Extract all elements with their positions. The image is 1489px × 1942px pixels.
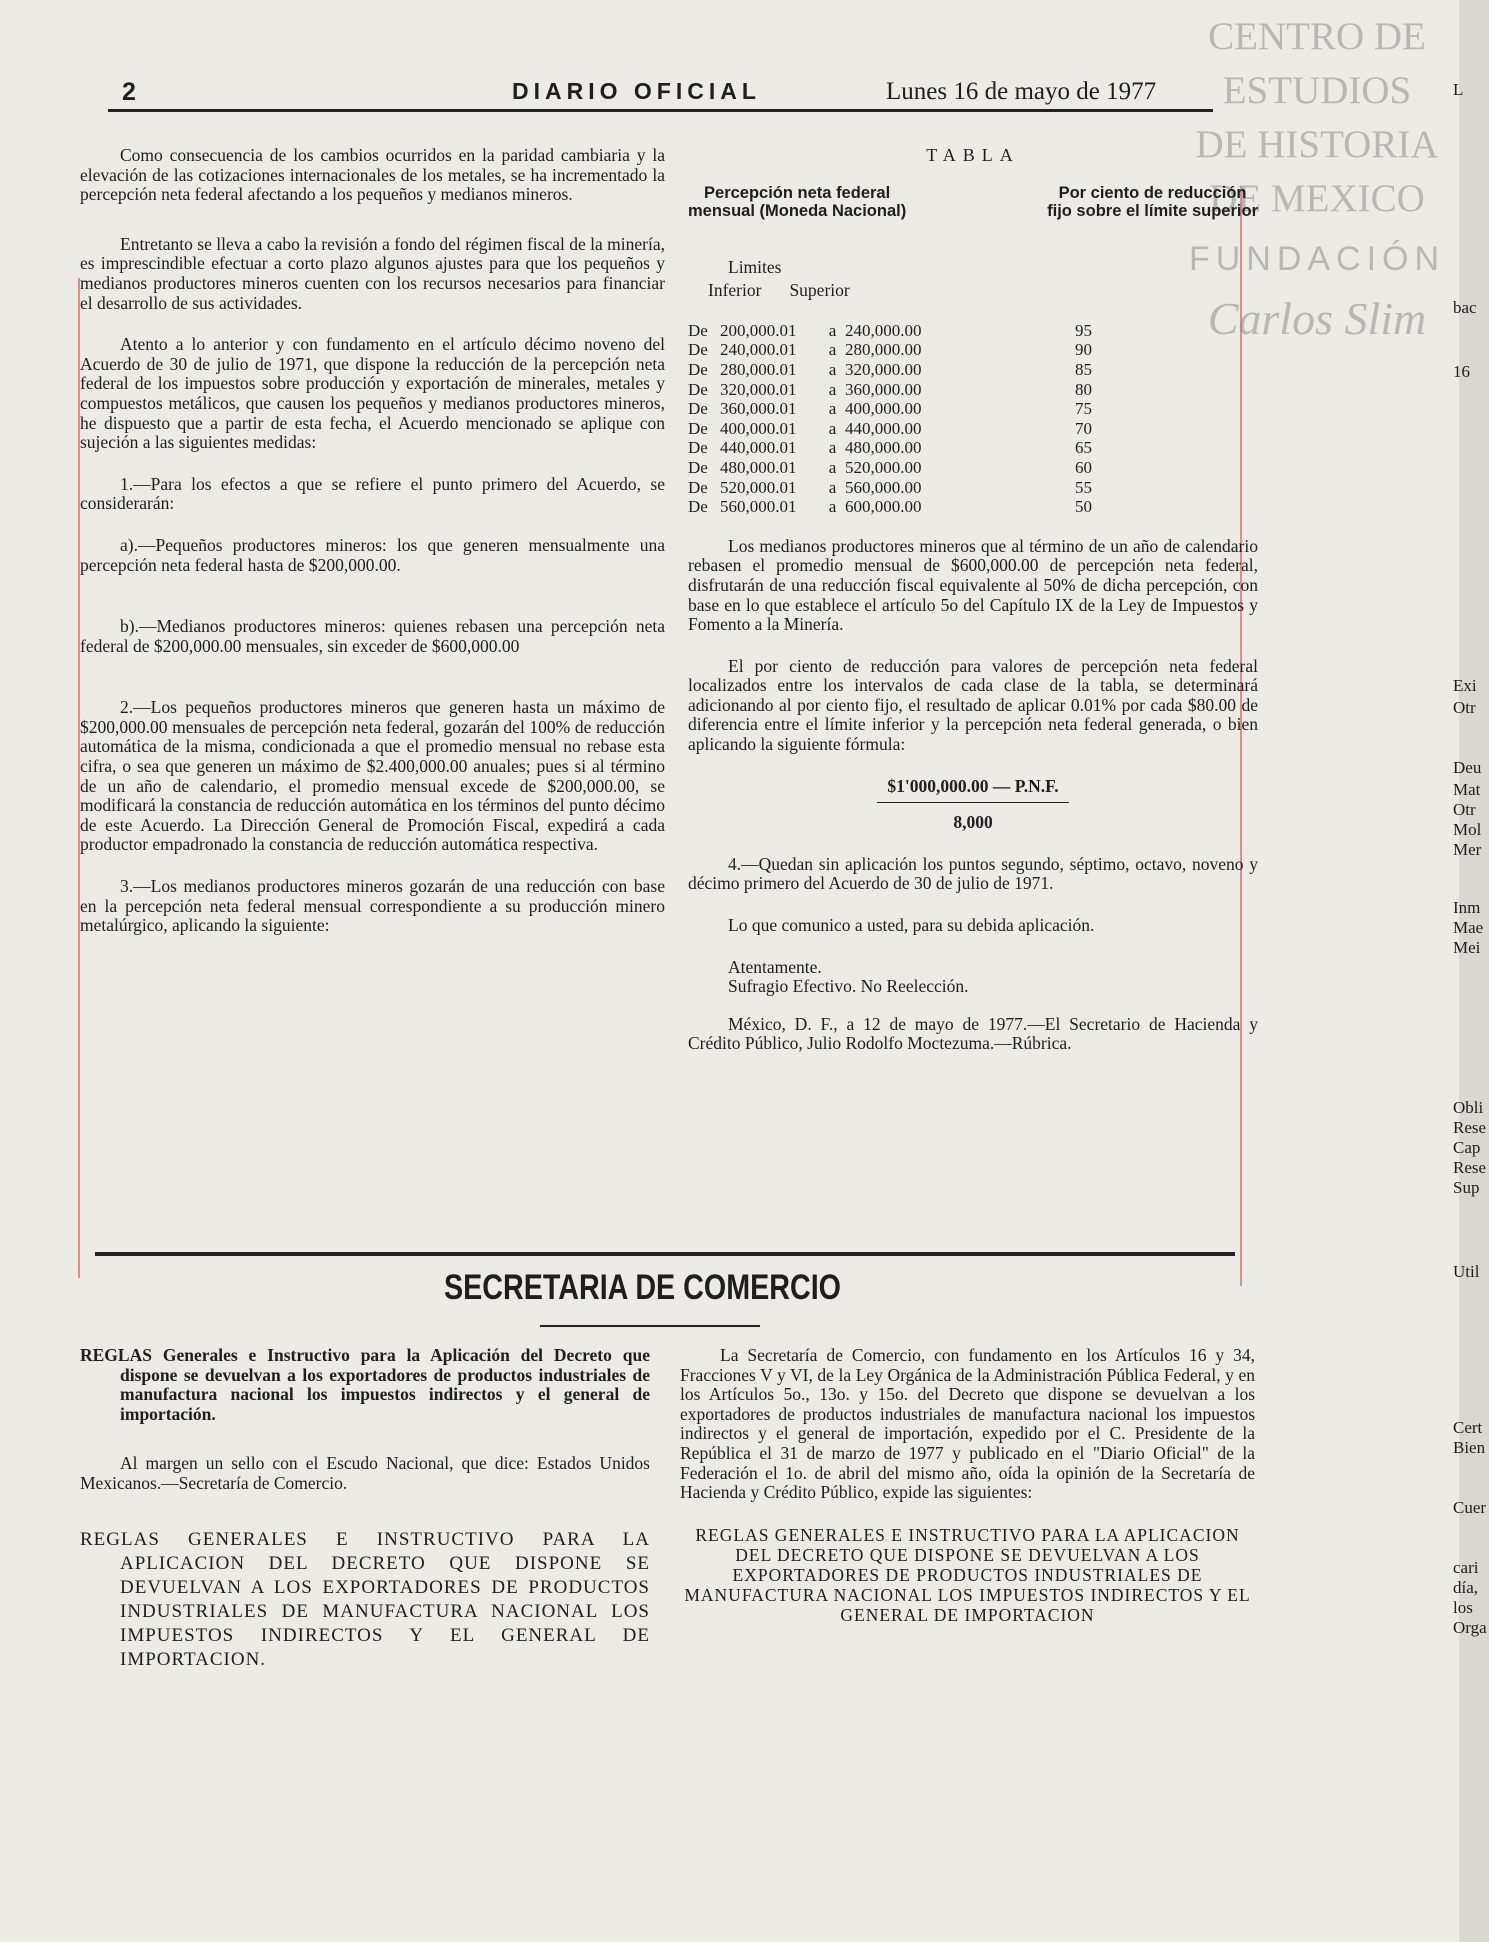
paragraph: El por ciento de reducción para valores de percepción neta federal localizados entre los intervalos de cada clase de la tabla, se determinará adicionando al por ciento fijo, el resultado de aplicar 0.01% por cada $80.00 de diferencia entre el límite inferior y la percepción neta federal generada, o bien aplicando la siguiente fórmula:: [688, 655, 1258, 755]
margin-fragment: Orga: [1453, 1618, 1487, 1637]
table-headers: [688, 184, 1258, 220]
table-cell-inf: 320,000.01: [720, 379, 797, 399]
closing-line: Sufragio Efectivo. No Reelección.: [728, 976, 969, 997]
paragraph: Como consecuencia de los cambios ocurridos en la paridad cambiaria y la elevación de las cotizaciones internacionales de los metales, se ha incrementado la percepción neta federal afectando a los pequeños y medianos mineros.: [80, 145, 665, 205]
paragraph: a).—Pequeños productores mineros: los que generen mensualmente una percepción neta federal hasta de $200,000.00.: [80, 534, 665, 575]
table-row: [688, 321, 1258, 341]
table-cell-a: a: [828, 438, 837, 458]
table-cell-a: a: [828, 379, 837, 399]
table-cell-inf: 200,000.01: [720, 320, 797, 340]
paragraph: La Secretaría de Comercio, con fundamento en los Artículos 16 y 34, Fracciones V y VI, de la Ley Orgánica de la Administración Pública Federal, y en los Artículos 5o., 13o. y 15o. del Decreto que dispone se devuelvan a los exportadores de productos industriales de manufactura nacional los impuestos indirectos y el general de importación, expedido por el C. Presidente de la República el 31 de marzo de 1977 y publicado en el "Diario Oficial" de la Federación el 1o. de abril del mismo año, oída la opinión de la Secretaría de Hacienda y Crédito Público, expide las siguientes:: [680, 1345, 1255, 1503]
limites-subheaders: [708, 281, 1258, 301]
margin-fragment: Mei: [1453, 938, 1481, 957]
limites-label: Limites: [728, 256, 782, 277]
table-row: [688, 497, 1258, 517]
table-cell-pct: 90: [1075, 340, 1092, 360]
table-cell-sup: 280,000.00: [845, 340, 922, 360]
page-number: 2: [122, 78, 136, 106]
margin-fragment: Mol: [1453, 820, 1482, 839]
table-cell-de: De: [688, 359, 708, 379]
section-rule: [95, 1252, 1235, 1256]
header-por-ciento: Por ciento de reducción fijo sobre el límite superior: [1047, 183, 1258, 220]
table-cell-a: a: [828, 340, 837, 360]
table-cell-de: De: [688, 399, 708, 419]
table-cell-de: De: [688, 477, 708, 497]
paragraph: 4.—Quedan sin aplicación los puntos segundo, séptimo, octavo, noveno y décimo primero del Acuerdo de 30 de julio de 1971.: [688, 853, 1258, 894]
margin-fragment: día,: [1453, 1578, 1479, 1597]
paragraph: 1.—Para los efectos a que se refiere el punto primero del Acuerdo, se considerarán:: [80, 473, 665, 514]
margin-fragment: Inm: [1453, 898, 1481, 917]
table-cell-pct: 50: [1075, 497, 1092, 517]
header-percepcion: Percepción neta federal mensual (Moneda Nacional): [688, 183, 907, 220]
table-cell-sup: 320,000.00: [845, 359, 922, 379]
table-cell-de: De: [688, 379, 708, 399]
margin-fragment: 16: [1453, 362, 1470, 381]
table-title: TABLA: [926, 145, 1020, 165]
margin-fragment: cari: [1453, 1558, 1479, 1577]
closing-line: Atentamente.: [728, 956, 822, 977]
watermark-line-1: CENTRO DE: [1208, 15, 1426, 58]
table-cell-de: De: [688, 457, 708, 477]
table-row: [688, 458, 1258, 478]
section-underline: [540, 1325, 760, 1327]
table-cell-pct: 55: [1075, 477, 1092, 497]
margin-fragment: Bien: [1453, 1438, 1486, 1457]
margin-fragment: Cert: [1453, 1418, 1483, 1437]
table-cell-de: De: [688, 418, 708, 438]
table-cell-a: a: [828, 359, 837, 379]
margin-fragment: Sup: [1453, 1178, 1480, 1197]
table-row: [688, 399, 1258, 419]
margin-fragment: L: [1453, 80, 1464, 99]
table-cell-sup: 600,000.00: [845, 497, 922, 517]
paragraph: Lo que comunico a usted, para su debida aplicación.: [728, 915, 1095, 936]
table-row: [688, 340, 1258, 360]
table-cell-a: a: [828, 497, 837, 517]
table-row: [688, 380, 1258, 400]
table-cell-pct: 70: [1075, 418, 1092, 438]
newspaper-title: DIARIO OFICIAL: [512, 78, 761, 104]
table-cell-sup: 360,000.00: [845, 379, 922, 399]
table-cell-inf: 520,000.01: [720, 477, 797, 497]
inferior-label: Inferior: [708, 280, 762, 301]
margin-fragment: Otr: [1453, 698, 1476, 717]
paragraph: Entretanto se lleva a cabo la revisión a fondo del régimen fiscal de la minería, es imprescindible efectuar a corto plazo algunos ajustes para que los pequeños y medianos productores mineros cuenten con los recursos necesarios para financiar el desarrollo de sus actividades.: [80, 233, 665, 313]
table-cell-a: a: [828, 320, 837, 340]
paragraph: REGLAS GENERALES E INSTRUCTIVO PARA LA APLICACION DEL DECRETO QUE DISPONE SE DEVUELVAN A LOS EXPORTADORES DE PRODUCTOS INDUSTRIALES DE MANUFACTURA NACIONAL LOS IMPUESTOS INDIRECTOS Y EL GENERAL DE IMPORTACION.: [80, 1528, 650, 1670]
table-cell-a: a: [828, 477, 837, 497]
table-cell-de: De: [688, 340, 708, 360]
table-cell-pct: 60: [1075, 457, 1092, 477]
table-row: [688, 438, 1258, 458]
column-2: [688, 146, 1258, 1076]
margin-fragment: Mae: [1453, 918, 1484, 937]
margin-fragment: Deu: [1453, 758, 1482, 777]
margin-fragment: Mer: [1453, 840, 1482, 859]
table-cell-a: a: [828, 418, 837, 438]
table-cell-sup: 560,000.00: [845, 477, 922, 497]
table-cell-inf: 560,000.01: [720, 497, 797, 517]
section-title: SECRETARIA DE COMERCIO: [443, 1268, 842, 1307]
margin-fragment: Rese: [1453, 1118, 1487, 1137]
margin-fragment: Mat: [1453, 780, 1481, 799]
watermark-line-5: FUNDACIÓN: [1188, 240, 1446, 278]
table-cell-inf: 440,000.01: [720, 438, 797, 458]
table-cell-de: De: [688, 320, 708, 340]
table-cell-pct: 80: [1075, 379, 1092, 399]
header-rule: [108, 109, 1213, 112]
table-cell-inf: 280,000.01: [720, 359, 797, 379]
table-cell-sup: 480,000.00: [845, 438, 922, 458]
margin-fragment: Obli: [1453, 1098, 1484, 1117]
table-cell-inf: 360,000.01: [720, 399, 797, 419]
paragraph: 3.—Los medianos productores mineros gozarán de una reducción con base en la percepción neta federal mensual correspondiente a su producción minero metalúrgico, aplicando la siguiente:: [80, 876, 665, 936]
column-3: [80, 1346, 650, 1694]
table-cell-a: a: [828, 457, 837, 477]
margin-fragment: Cuer: [1453, 1498, 1487, 1517]
table-cell-inf: 400,000.01: [720, 418, 797, 438]
paragraph: Los medianos productores mineros que al término de un año de calendario rebasen el promedio mensual de $600,000.00 de percepción neta federal, disfrutarán de una reducción fiscal equivalente al 50% de dicha percepción, con base en lo que establece el artículo 5o del Capítulo IX de la Ley de Impuestos y Fomento a la Minería.: [688, 535, 1258, 635]
table-cell-sup: 240,000.00: [845, 320, 922, 340]
formula: [688, 777, 1258, 833]
table-cell-sup: 400,000.00: [845, 399, 922, 419]
closing-block: [688, 958, 1258, 997]
formula-denominator: 8,000: [953, 812, 993, 833]
column-1: [80, 146, 665, 958]
reduction-table: [688, 321, 1258, 517]
table-cell-pct: 65: [1075, 438, 1092, 458]
margin-fragment: los: [1453, 1598, 1473, 1617]
watermark-line-2: ESTUDIOS: [1222, 69, 1412, 112]
table-cell-a: a: [828, 399, 837, 419]
watermark-line-3: DE HISTORIA: [1195, 123, 1439, 166]
column-4: [680, 1346, 1255, 1647]
paragraph: 2.—Los pequeños productores mineros que generen hasta un máximo de $200,000.00 mensuales de percepción neta federal, gozarán del 100% de reducción automática de la misma, condicionada a que el promedio mensual no rebase esta cifra, o sea que generen un máximo de $2.400,000.00 anuales; pues si al término de un año de calendario, el promedio mensual excede de $200,000.00, se modificará la constancia de reducción automática en los términos del punto décimo de este Acuerdo. La Dirección General de Promoción Fiscal, expedirá a cada productor empadronado la constancia de reducción automática respectiva.: [80, 697, 665, 855]
table-cell-pct: 95: [1075, 320, 1092, 340]
superior-label: Superior: [789, 280, 850, 301]
formula-numerator: $1'000,000.00 — P.N.F.: [877, 777, 1068, 804]
table-cell-inf: 240,000.01: [720, 340, 797, 360]
margin-fragment: Otr: [1453, 800, 1476, 819]
paragraph: México, D. F., a 12 de mayo de 1977.—El Secretario de Hacienda y Crédito Público, Julio Rodolfo Moctezuma.—Rúbrica.: [688, 1013, 1258, 1054]
table-cell-de: De: [688, 438, 708, 458]
paragraph: REGLAS Generales e Instructivo para la Aplicación del Decreto que dispone se devuelvan a los exportadores de productos industriales de manufactura nacional los impuestos indirectos y el general de importación.: [80, 1345, 650, 1424]
table-cell-pct: 85: [1075, 359, 1092, 379]
table-cell-sup: 520,000.00: [845, 457, 922, 477]
watermark-line-4: DE MEXICO: [1209, 177, 1425, 220]
margin-fragment: Rese: [1453, 1158, 1487, 1177]
table-row: [688, 360, 1258, 380]
paragraph: Al margen un sello con el Escudo Nacional, que dice: Estados Unidos Mexicanos.—Secretaría de Comercio.: [80, 1453, 650, 1493]
table-cell-de: De: [688, 497, 708, 517]
table-row: [688, 478, 1258, 498]
paragraph: REGLAS GENERALES E INSTRUCTIVO PARA LA APLICACION DEL DECRETO QUE DISPONE SE DEVUELVAN A LOS EXPORTADORES DE PRODUCTOS INDUSTRIALES DE MANUFACTURA NACIONAL LOS IMPUESTOS INDIRECTOS Y EL GENERAL DE IMPORTACION: [684, 1524, 1251, 1625]
paragraph: Atento a lo anterior y con fundamento en el artículo décimo noveno del Acuerdo de 30 de julio de 1971, que dispone la reducción de la percepción neta federal de los impuestos sobre producción y exportación de minerales, metales y compuestos metálicos, que causen los pequeños y medianos productores mineros, he dispuesto que a partir de esta fecha, el Acuerdo mencionado se aplique con sujeción a las siguientes medidas:: [80, 334, 665, 453]
table-cell-inf: 480,000.01: [720, 457, 797, 477]
table-cell-pct: 75: [1075, 399, 1092, 419]
margin-fragment: Util: [1453, 1262, 1480, 1281]
margin-fragment: Cap: [1453, 1138, 1481, 1157]
margin-fragment: Exi: [1453, 676, 1477, 695]
margin-fragment: bac: [1453, 298, 1477, 317]
paragraph: b).—Medianos productores mineros: quienes rebasen una percepción neta federal de $200,000.00 mensuales, sin exceder de $600,000.00: [80, 616, 665, 656]
issue-date: Lunes 16 de mayo de 1977: [886, 78, 1157, 105]
table-row: [688, 419, 1258, 439]
table-cell-sup: 440,000.00: [845, 418, 922, 438]
watermark-signature: Carlos Slim: [1207, 293, 1427, 344]
